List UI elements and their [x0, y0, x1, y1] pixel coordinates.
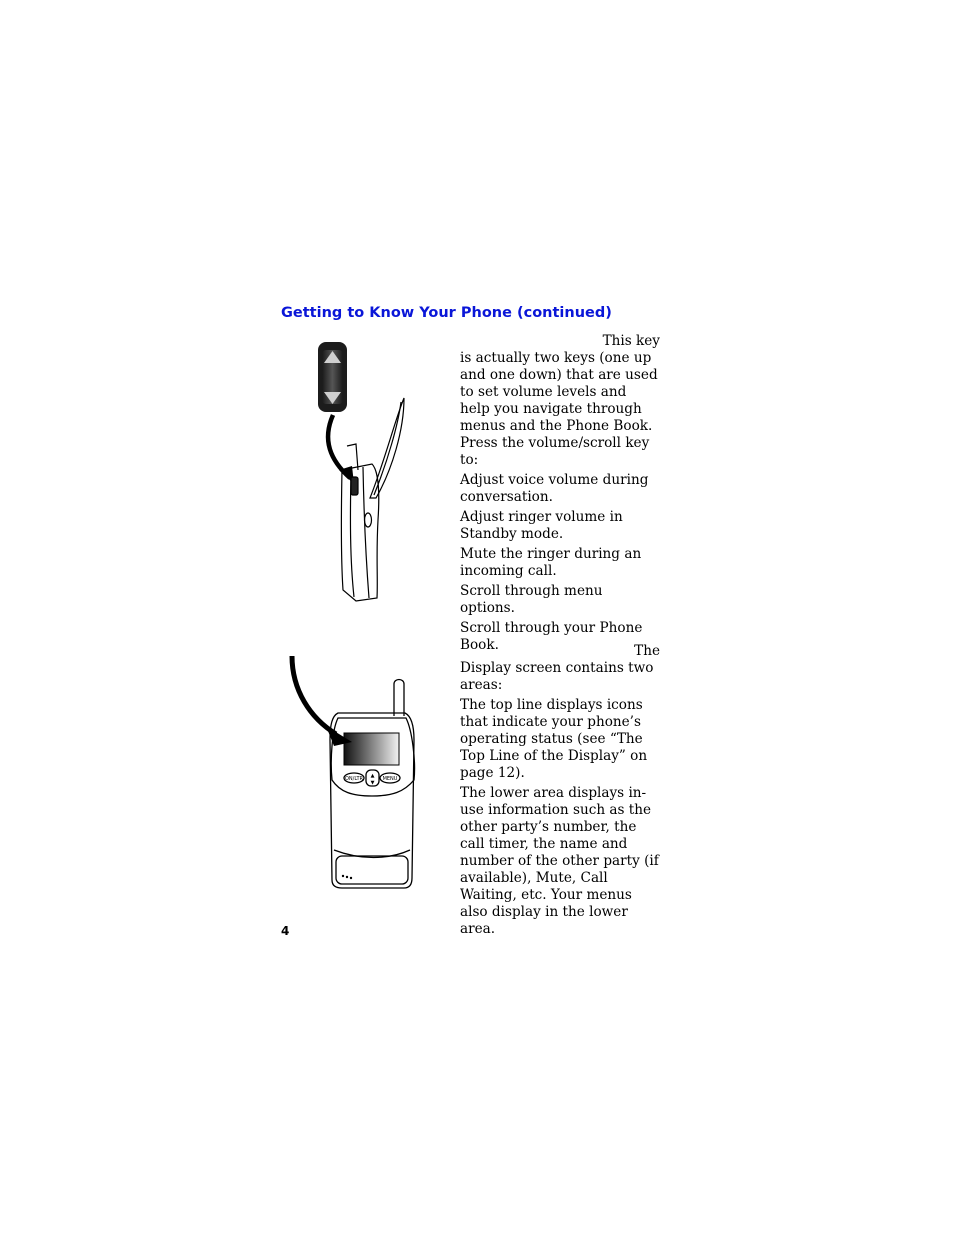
list-item: The top line displays icons that indicate your phone’s operating status (see “The Top Line of the Display” on page 12). — [460, 697, 648, 781]
volume-intro-text: is actually two keys (one up and one down) that are used to set volume levels and help you navigate through menus and the Phone Book. Press the volume/scroll key to: — [460, 350, 658, 468]
display-intro-text: Display screen contains two areas: — [460, 660, 654, 693]
volume-lead-text: This key — [602, 333, 660, 349]
section-heading: Getting to Know Your Phone (continued) — [281, 305, 612, 321]
list-item: Adjust ringer volume in Standby mode. — [460, 509, 623, 542]
left-softkey-label: ON/LTR — [345, 776, 363, 782]
list-item: The lower area displays in-use information such as the other party’s number, the call timer, the name and number of the other party (if available), Mute, Call Waiting, etc. Your menus also display in the lower area. — [460, 785, 659, 937]
nav-up-arrow-icon: ▲ — [370, 773, 375, 779]
list-item: Scroll through menu options. — [460, 583, 603, 616]
display-description — [460, 643, 660, 941]
list-item: Mute the ringer during an incoming call. — [460, 546, 642, 579]
display-lead-text: The — [634, 643, 660, 659]
nav-down-arrow-icon: ▼ — [370, 780, 375, 786]
list-item: Adjust voice volume during conversation. — [460, 472, 649, 505]
right-softkey-label: MENU — [382, 776, 398, 782]
list-item: Scroll through your Phone Book. — [460, 620, 643, 653]
page-number: 4 — [281, 924, 290, 938]
volume-key-description — [460, 333, 660, 657]
volume-scroll-key-icon — [318, 342, 347, 412]
